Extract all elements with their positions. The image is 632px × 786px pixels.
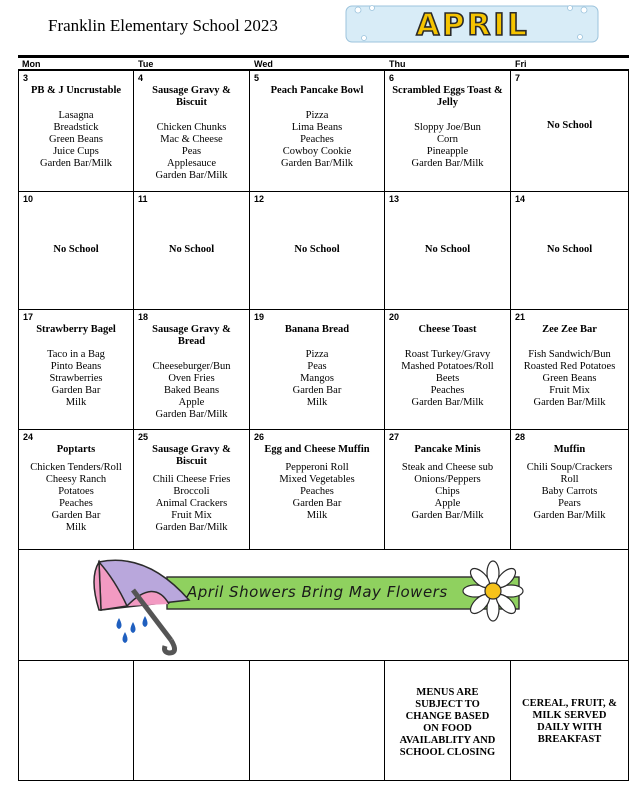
lunch-item: Strawberries [49, 373, 103, 384]
lunch-item: Garden Bar/Milk [533, 397, 606, 408]
lunch-item: Breadstick [53, 122, 99, 133]
lunch-item: Fruit Mix [549, 385, 590, 396]
day-cell [250, 310, 385, 430]
breakfast-item: Egg and Cheese Muffin [264, 444, 370, 455]
day-cell [134, 71, 250, 192]
breakfast-item: Peach Pancake Bowl [270, 85, 364, 96]
breakfast-item: Poptarts [56, 444, 96, 455]
day-cell [385, 192, 511, 310]
lunch-item: Oven Fries [168, 373, 215, 384]
day-number: 17 [23, 312, 34, 322]
lunch-item: Chicken Tenders/Roll [30, 462, 122, 473]
day-cell [385, 310, 511, 430]
day-number: 6 [389, 73, 395, 83]
day-number: 20 [389, 312, 400, 322]
lunch-item: Peaches [300, 134, 334, 145]
breakfast-item: Scrambled Eggs Toast & Jelly [392, 85, 503, 108]
lunch-items [250, 349, 384, 409]
no-school-label: No School [53, 244, 99, 255]
day-cell [250, 192, 385, 310]
lunch-item: Garden Bar [292, 498, 342, 509]
lunch-item: Chicken Chunks [156, 122, 227, 133]
lunch-item: Garden Bar [51, 385, 101, 396]
lunch-item: Beets [435, 373, 460, 384]
lunch-item: Peas [307, 361, 327, 372]
banner-slogan: April Showers Bring May Flowers [187, 583, 448, 601]
banner-art [19, 550, 628, 660]
day-number: 24 [23, 432, 34, 442]
lunch-items [19, 462, 133, 534]
lunch-items [250, 462, 384, 522]
day-number: 28 [515, 432, 526, 442]
lunch-item: Corn [437, 134, 458, 145]
lunch-item: Pears [558, 498, 581, 509]
lunch-item: Garden Bar/Milk [411, 397, 484, 408]
lunch-item: Milk [65, 397, 87, 408]
day-cell [18, 430, 134, 550]
lunch-item: Pizza [305, 110, 329, 121]
lunch-item: Peaches [430, 385, 465, 396]
lunch-item: Peaches [300, 486, 334, 497]
day-number: 10 [23, 194, 34, 204]
day-number: 18 [138, 312, 149, 322]
breakfast-item: PB & J Uncrustable [30, 85, 122, 96]
lunch-item: Cowboy Cookie [282, 146, 352, 157]
no-school-label: No School [546, 244, 593, 255]
spring-banner [18, 550, 629, 661]
lunch-item: Garden Bar/Milk [411, 158, 484, 169]
day-cell [18, 192, 134, 310]
day-cell [250, 430, 385, 550]
lunch-item: Pizza [305, 349, 329, 360]
lunch-item: Garden Bar/Milk [155, 522, 228, 533]
menu-change-notice: MENUS ARE SUBJECT TO CHANGE BASED ON FOOD AVAILABLITY AND SCHOOL CLOSING [399, 687, 496, 758]
raindrop-icon [117, 616, 148, 643]
lunch-item: Juice Cups [53, 146, 99, 157]
lunch-item: Pepperoni Roll [285, 462, 349, 473]
lunch-item: Apple [178, 397, 205, 408]
day-number: 14 [515, 194, 526, 204]
lunch-item: Animal Crackers [155, 498, 228, 509]
day-number: 26 [254, 432, 265, 442]
lunch-item: Garden Bar/Milk [155, 170, 228, 181]
day-cell [385, 71, 511, 192]
day-cell [511, 192, 629, 310]
lunch-item: Chips [435, 486, 460, 497]
lunch-item: Roasted Red Potatoes [523, 361, 616, 372]
weekday-header: Fri [511, 58, 629, 71]
lunch-item: Lasagna [58, 110, 94, 121]
lunch-items [385, 462, 510, 522]
school-title: Franklin Elementary School 2023 [48, 16, 278, 35]
lunch-item: Apple [434, 498, 461, 509]
lunch-item: Milk [65, 522, 87, 533]
lunch-item: Chili Cheese Fries [152, 474, 231, 485]
empty-cell [250, 661, 385, 781]
day-number: 5 [254, 73, 260, 83]
lunch-item: Steak and Cheese sub [401, 462, 494, 473]
empty-cell [18, 661, 134, 781]
lunch-items [134, 122, 249, 182]
lunch-item: Peas [181, 146, 202, 157]
day-cell [511, 310, 629, 430]
lunch-item: Fish Sandwich/Bun [528, 349, 611, 360]
breakfast-item: Zee Zee Bar [542, 324, 597, 335]
lunch-item: Applesauce [167, 158, 216, 169]
breakfast-item: Sausage Gravy & Biscuit [152, 444, 231, 467]
breakfast-item: Strawberry Bagel [36, 324, 116, 335]
no-school-label: No School [546, 120, 593, 131]
lunch-item: Baby Carrots [541, 486, 598, 497]
day-number: 13 [389, 194, 400, 204]
lunch-item: Sloppy Joe/Bun [414, 122, 481, 133]
weekday-header: Tue [134, 58, 250, 71]
lunch-item: Garden Bar/Milk [39, 158, 113, 169]
lunch-item: Garden Bar [51, 510, 101, 521]
breakfast-item: Muffin [553, 444, 586, 455]
empty-cell [134, 661, 250, 781]
day-number: 7 [515, 73, 521, 83]
lunch-items [19, 110, 133, 170]
day-number: 21 [515, 312, 526, 322]
day-number: 12 [254, 194, 265, 204]
lunch-item: Garden Bar/Milk [155, 409, 228, 420]
day-cell [18, 71, 134, 192]
lunch-items [511, 462, 628, 522]
lunch-item: Green Beans [49, 134, 103, 145]
day-number: 4 [138, 73, 144, 83]
lunch-items [511, 349, 628, 409]
lunch-item: Garden Bar/Milk [411, 510, 484, 521]
lunch-items [134, 474, 249, 534]
lunch-item: Taco in a Bag [47, 349, 105, 360]
lunch-item: Cheeseburger/Bun [152, 361, 231, 372]
lunch-item: Fruit Mix [171, 510, 212, 521]
lunch-item: Potatoes [58, 486, 94, 497]
no-school-label: No School [168, 244, 215, 255]
breakfast-item: Pancake Minis [414, 444, 481, 455]
breakfast-item: Sausage Gravy & Bread [152, 324, 231, 347]
lunch-item: Mac & Cheese [160, 134, 223, 145]
day-cell [511, 430, 629, 550]
lunch-item: Garden Bar/Milk [280, 158, 354, 169]
day-cell [385, 430, 511, 550]
month-banner [344, 2, 602, 46]
lunch-items [134, 361, 249, 421]
month-banner-art [344, 2, 602, 46]
lunch-items [250, 110, 384, 170]
lunch-item: Roast Turkey/Gravy [404, 349, 491, 360]
day-number: 27 [389, 432, 400, 442]
lunch-item: Pinto Beans [50, 361, 102, 372]
no-school-label: No School [294, 244, 340, 255]
lunch-item: Lima Beans [291, 122, 343, 133]
lunch-item: Baked Beans [163, 385, 220, 396]
day-number: 11 [138, 194, 148, 204]
lunch-item: Green Beans [542, 373, 597, 384]
day-number: 3 [23, 73, 29, 83]
breakfast-item: Cheese Toast [418, 324, 477, 335]
breakfast-item: Sausage Gravy & Biscuit [152, 85, 231, 108]
lunch-item: Cheesy Ranch [45, 474, 107, 485]
lunch-item: Roll [560, 474, 579, 485]
lunch-items [385, 349, 510, 409]
lunch-item: Garden Bar [292, 385, 342, 396]
lunch-item: Chili Soup/Crackers [526, 462, 613, 473]
breakfast-notice: CEREAL, FRUIT, & MILK SERVED DAILY WITH BREAKFAST [522, 698, 617, 745]
weekday-header: Thu [385, 58, 511, 71]
no-school-label: No School [424, 244, 471, 255]
day-cell [18, 310, 134, 430]
lunch-item: Milk [306, 510, 328, 521]
day-cell [134, 192, 250, 310]
lunch-items [385, 122, 510, 170]
daisy-icon [463, 561, 523, 621]
lunch-item: Mangos [300, 373, 334, 384]
lunch-item: Mashed Potatoes/Roll [401, 361, 494, 372]
lunch-item: Milk [306, 397, 328, 408]
lunch-items [19, 349, 133, 409]
lunch-item: Mixed Vegetables [279, 474, 355, 485]
lunch-item: Garden Bar/Milk [533, 510, 606, 521]
day-cell [134, 310, 250, 430]
notice-cell [511, 661, 629, 781]
day-cell [134, 430, 250, 550]
notice-cell [385, 661, 511, 781]
day-cell [250, 71, 385, 192]
day-number: 19 [254, 312, 265, 322]
month-name: APRIL [416, 8, 530, 43]
lunch-item: Broccoli [173, 486, 210, 497]
lunch-item: Onions/Peppers [414, 474, 481, 485]
breakfast-item: Banana Bread [284, 324, 350, 335]
day-cell [511, 71, 629, 192]
weekday-header: Mon [18, 58, 134, 71]
day-number: 25 [138, 432, 149, 442]
weekday-header: Wed [250, 58, 385, 71]
menu-calendar [18, 55, 629, 781]
lunch-item: Peaches [59, 498, 93, 509]
lunch-item: Pineapple [426, 146, 469, 157]
